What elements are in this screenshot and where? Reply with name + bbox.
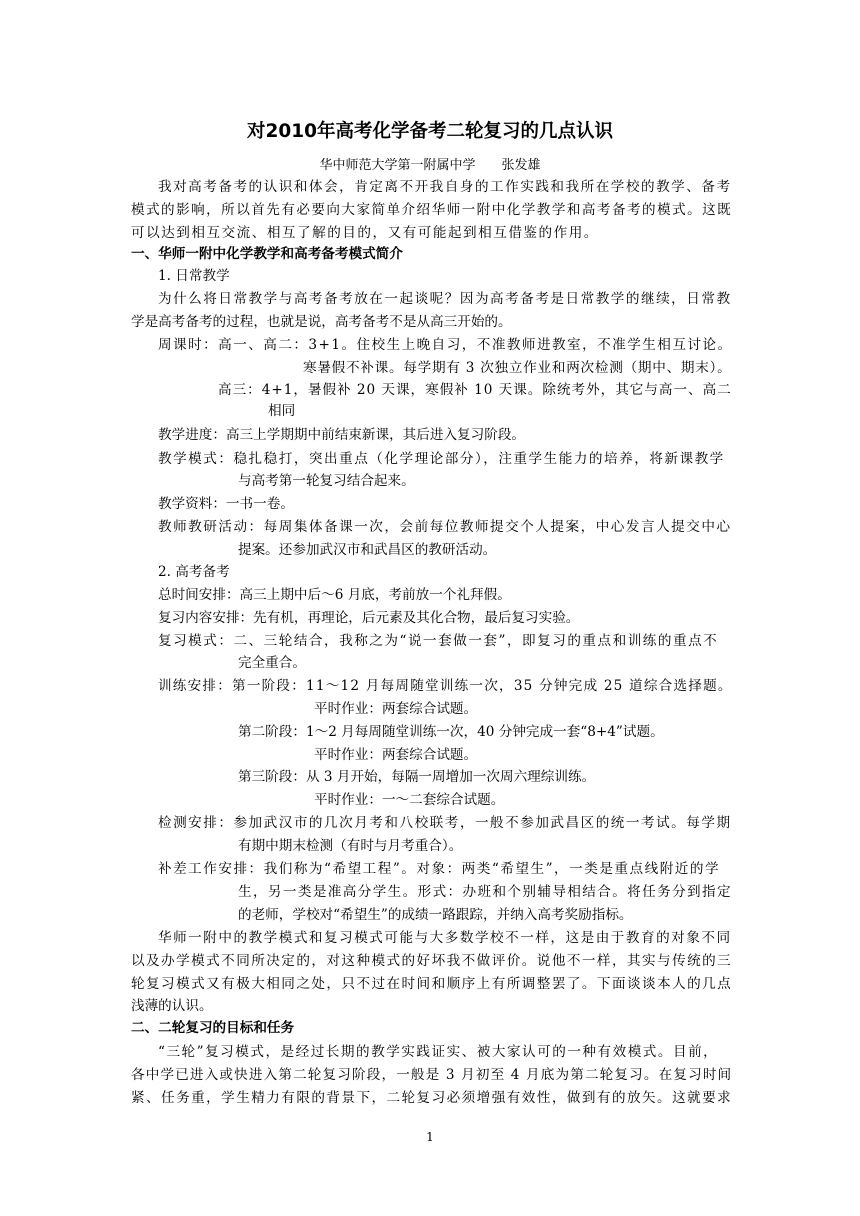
document-title: 对2010年高考化学备考二轮复习的几点认识: [247, 121, 613, 142]
body-text-line: 浅薄的认识。: [131, 998, 213, 1014]
body-text-line: 为什么将日常教学与高考备考放在一起谈呢？因为高考备考是日常教学的继续，日常教: [158, 291, 732, 307]
body-text-line: 第三阶段：从 3 月开始，每隔一周增加一次周六理综训练。: [238, 769, 596, 785]
section-heading: 二、二轮复习的目标和任务: [131, 1020, 295, 1036]
body-text-line: 完全重合。: [238, 655, 306, 671]
body-text-line: 轮复习模式又有极大相同之处，只不过在时间和顺序上有所调整罢了。下面谈谈本人的几点: [131, 976, 733, 992]
body-text-line: 高三：4+1，暑假补 20 天课，寒假补 10 天课。除统考外，其它与高一、高二: [218, 382, 732, 398]
body-text-line: 可以达到相互交流、相互了解的目的，又有可能起到相互借鉴的作用。: [131, 225, 599, 241]
body-text-line: 总时间安排：高三上期中后～6 月底，考前放一个礼拜假。: [158, 587, 511, 603]
body-text-line: 我对高考备考的认识和体会，肯定离不开我自身的工作实践和我所在学校的教学、备考: [158, 179, 732, 195]
body-text-line: 华师一附中的教学模式和复习模式可能与大多数学校不一样，这是由于教育的对象不同: [158, 930, 732, 946]
body-text-line: 平时作业：两套综合试题。: [314, 701, 478, 717]
body-text-line: 训练安排：第一阶段：11～12 月每周随堂训练一次，35 分钟完成 25 道综合选择题。: [158, 678, 733, 694]
body-text-line: 平时作业：两套综合试题。: [314, 747, 478, 763]
body-text-line: 生，另一类是准高分学生。形式：办班和个别辅导相结合。将任务分到指定: [238, 884, 732, 900]
body-text-line: 补差工作安排：我们称为“希望工程”。对象：两类“希望生”，一类是重点线附近的学: [158, 861, 721, 877]
body-text-line: 有期中期末检测（有时与月考重合）。: [238, 838, 463, 854]
body-text-line: 周课时：高一、高二：3+1。住校生上晚自习，不准教师进教室，不准学生相互讨论。: [158, 337, 733, 353]
body-text-line: 学是高考备考的过程，也就是说，高考备考不是从高三开始的。: [131, 314, 512, 330]
section-heading: 一、华师一附中化学教学和高考备考模式简介: [131, 246, 403, 262]
body-text-line: 模式的影响，所以首先有必要向大家简单介绍华师一附中化学教学和高考备考的模式。这既: [131, 202, 733, 218]
body-text-line: 第二阶段：1～2 月每周随堂训练一次，40 分钟完成一套“8+4”试题。: [238, 724, 664, 740]
body-text-line: 各中学已进入或快进入第二轮复习阶段，一般是 3 月初至 4 月底为第二轮复习。在复习时间: [131, 1067, 733, 1083]
body-text-line: 教学进度：高三上学期期中前结束新课，其后进入复习阶段。: [158, 427, 526, 443]
body-text-line: 平时作业：一～二套综合试题。: [314, 792, 505, 808]
body-text-line: “三轮”复习模式，是经过长期的教学实践证实、被大家认可的一种有效模式。目前，: [158, 1044, 719, 1060]
body-text-line: 提案。还参加武汉市和武昌区的教研活动。: [238, 542, 497, 558]
body-text-line: 2. 高考备考: [158, 564, 230, 580]
body-text-line: 相同: [268, 403, 296, 419]
page-number: 1: [426, 1130, 434, 1144]
body-text-line: 紧、任务重，学生精力有限的背景下，二轮复习必须增强有效性，做到有的放矢。这就要求: [131, 1090, 733, 1106]
body-text-line: 复习内容安排：先有机，再理论，后元素及其化合物，最后复习实验。: [158, 610, 580, 626]
body-text-line: 寒暑假不补课。每学期有 3 次独立作业和两次检测（期中、期末）。: [303, 360, 732, 376]
body-text-line: 教学模式：稳扎稳打，突出重点（化学理论部分），注重学生能力的培养，将新课教学: [158, 451, 725, 467]
body-text-line: 检测安排：参加武汉市的几次月考和八校联考，一般不参加武昌区的统一考试。每学期: [158, 815, 732, 831]
body-text-line: 1. 日常教学: [158, 268, 230, 284]
body-text-line: 教师教研活动：每周集体备课一次，会前每位教师提交个人提案，中心发言人提交中心: [158, 519, 732, 535]
body-text-line: 教学资料：一书一卷。: [158, 496, 294, 512]
author-line: 华中师范大学第一附属中学 张发雄: [319, 158, 541, 173]
body-text-line: 的老师，学校对“希望生”的成绩一路跟踪，并纳入高考奖励指标。: [238, 907, 633, 923]
body-text-line: 以及办学模式不同所决定的，对这种模式的好坏我不做评价。说他不一样，其实与传统的三: [131, 953, 733, 969]
body-text-line: 复习模式：二、三轮结合，我称之为“说一套做一套”，即复习的重点和训练的重点不: [158, 633, 719, 649]
body-text-line: 与高考第一轮复习结合起来。: [238, 473, 415, 489]
